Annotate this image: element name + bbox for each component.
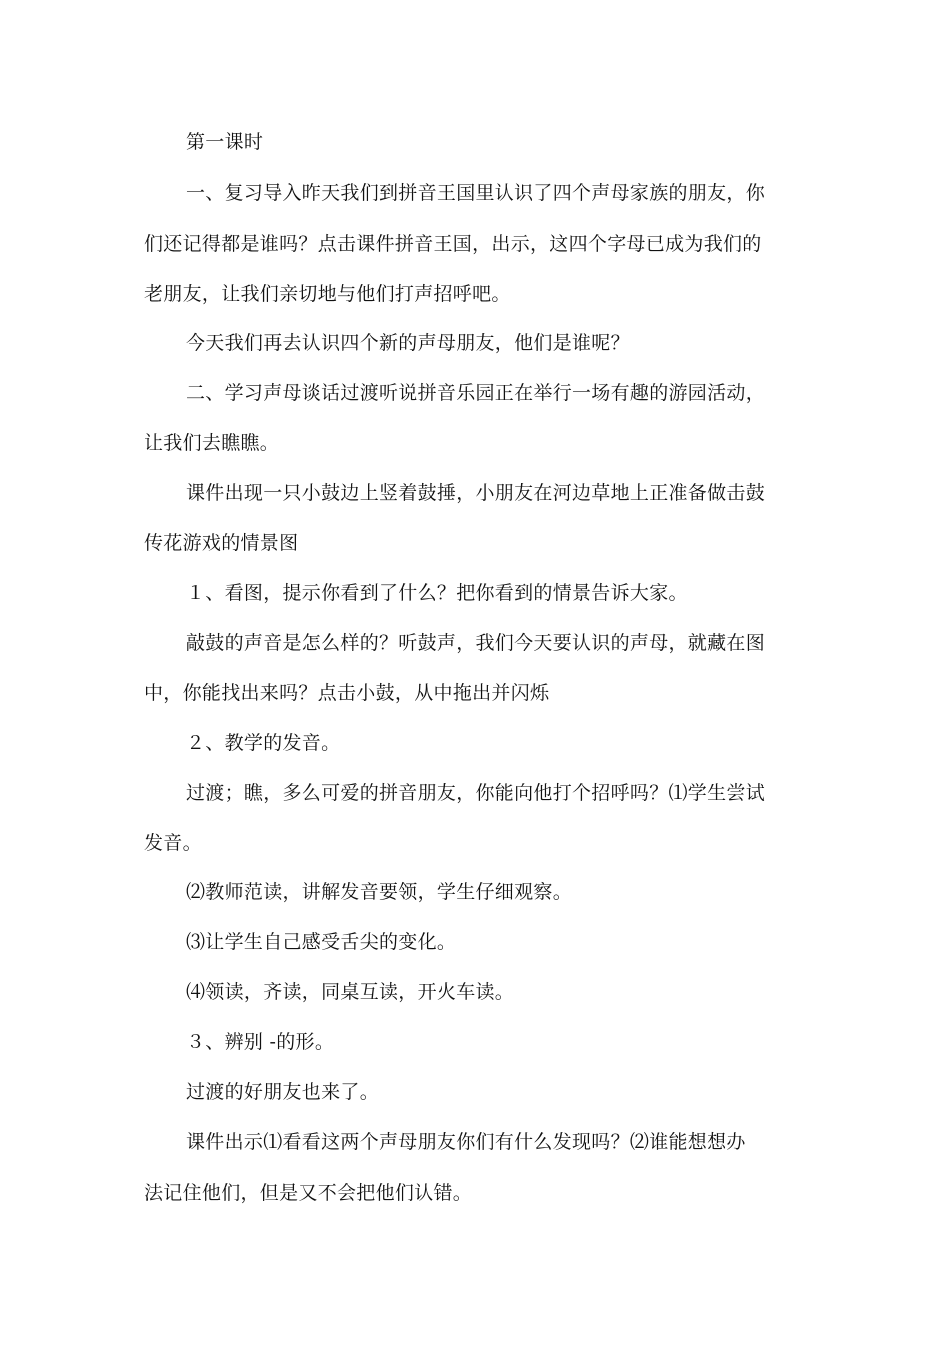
paragraph-line: 敲鼓的声音是怎么样的？听鼓声，我们今天要认识的声母，就藏在图 — [186, 632, 766, 654]
paragraph-line: １、看图，提示你看到了什么？把你看到的情景告诉大家。 — [186, 582, 688, 604]
paragraph-line: ⑶让学生自己感受舌尖的变化。 — [186, 931, 457, 953]
paragraph-line: 过渡的好朋友也来了。 — [186, 1081, 380, 1103]
paragraph-line: 传花游戏的情景图 — [144, 532, 299, 554]
paragraph-line: 课件出示⑴看看这两个声母朋友你们有什么发现吗？⑵谁能想想办 — [186, 1131, 746, 1153]
paragraph-line: 们还记得都是谁吗？点击课件拼音王国，出示，这四个字母已成为我们的 — [144, 233, 762, 255]
paragraph-line: ３、辨别 -的形。 — [186, 1031, 335, 1053]
paragraph-line: 中，你能找出来吗？点击小鼓，从中拖出并闪烁 — [144, 682, 550, 704]
paragraph-line: ２、教学的发音。 — [186, 732, 341, 754]
paragraph-line: 过渡；瞧，多么可爱的拼音朋友，你能向他打个招呼吗？⑴学生尝试 — [186, 782, 766, 804]
paragraph-line: 一、复习导入昨天我们到拼音王国里认识了四个声母家族的朋友，你 — [186, 182, 766, 204]
paragraph-line: 让我们去瞧瞧。 — [144, 432, 280, 454]
lesson-heading: 第一课时 — [186, 131, 264, 153]
paragraph-line: ⑷领读，齐读，同桌互读，开火车读。 — [186, 981, 515, 1003]
paragraph-line: 老朋友，让我们亲切地与他们打声招呼吧。 — [144, 283, 511, 305]
paragraph-line: 课件出现一只小鼓边上竖着鼓捶，小朋友在河边草地上正准备做击鼓 — [186, 482, 766, 504]
paragraph-line: 发音。 — [144, 832, 202, 854]
paragraph-line: ⑵教师范读，讲解发音要领，学生仔细观察。 — [186, 881, 573, 903]
paragraph-line: 今天我们再去认识四个新的声母朋友，他们是谁呢？ — [186, 332, 630, 354]
paragraph-line: 二、学习声母谈话过渡听说拼音乐园正在举行一场有趣的游园活动， — [186, 382, 766, 404]
paragraph-line: 法记住他们，但是又不会把他们认错。 — [144, 1182, 473, 1204]
